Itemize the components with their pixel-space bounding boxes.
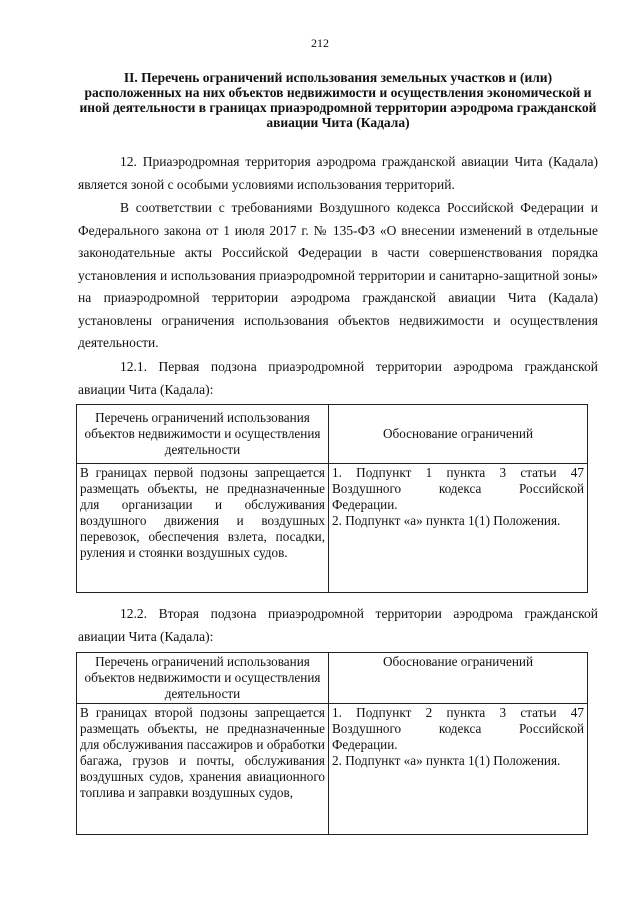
basis-item-2: 2. Подпункт «а» пункта 1(1) Положения. [332,513,561,528]
paragraph-12: 12. Приаэродромная территория аэродрома гражданской авиации Чита (Кадала) является зоной с особыми условиями использования территорий. [78,154,598,192]
table-row [77,704,588,835]
basis-item-2: 2. Подпункт «а» пункта 1(1) Положения. [332,753,561,768]
section-heading: II. Перечень ограничений использования земельных участков и (или) расположенных на них объектов недвижимости и осуществления экономической и иной деятельности в границах приаэродромной территории аэродрома гражданской авиации Чита (Кадала) [79,70,597,130]
first-subzone-table [76,404,588,593]
paragraph-12-1: 12.1. Первая подзона приаэродромной территории аэродрома гражданской авиации Чита (Кадала): [78,359,598,397]
restriction-cell: В границах второй подзоны запрещается размещать объекты, не предназначенные для обслуживания пассажиров и обработки багажа, грузов и почты, обслуживания воздушных судов, хранения авиационного топлива и заправки воздушных судов, [77,704,329,835]
basis-item-1: 1. Подпункт 1 пункта 3 статьи 47 Воздушного кодекса Российской Федерации. [332,465,584,512]
basis-cell [329,464,588,593]
second-subzone-table [76,652,588,835]
table-header-row [77,653,588,704]
restriction-cell: В границах первой подзоны запрещается размещать объекты, не предназначенные для организации и обслуживания воздушного движения и воздушных перевозок, обеспечения взлета, посадки, руления и стоянки воздушных судов. [77,464,329,593]
paragraph-legal-basis: В соответствии с требованиями Воздушного кодекса Российской Федерации и Федерального закона от 1 июля 2017 г. № 135-ФЗ «О внесении изменений в отдельные законодательные акты Российской Федерации в части совершенствования порядка установления и использования приаэродромной территории и санитарно-защитной зоны» на приаэродромной территории аэродрома гражданской авиации Чита (Кадала) установлены ограничения использования объектов недвижимости и осуществления деятельности. [78,200,598,350]
header-restrictions: Перечень ограничений использования объектов недвижимости и осуществления деятельности [77,405,329,464]
basis-cell [329,704,588,835]
table-row [77,464,588,593]
header-basis: Обоснование ограничений [329,653,588,704]
header-basis: Обоснование ограничений [329,405,588,464]
header-restrictions: Перечень ограничений использования объектов недвижимости и осуществления деятельности [77,653,329,704]
paragraph-12-2: 12.2. Вторая подзона приаэродромной территории аэродрома гражданской авиации Чита (Кадала): [78,606,598,644]
basis-item-1: 1. Подпункт 2 пункта 3 статьи 47 Воздушного кодекса Российской Федерации. [332,705,584,752]
page-number: 212 [311,36,329,50]
table-header-row [77,405,588,464]
